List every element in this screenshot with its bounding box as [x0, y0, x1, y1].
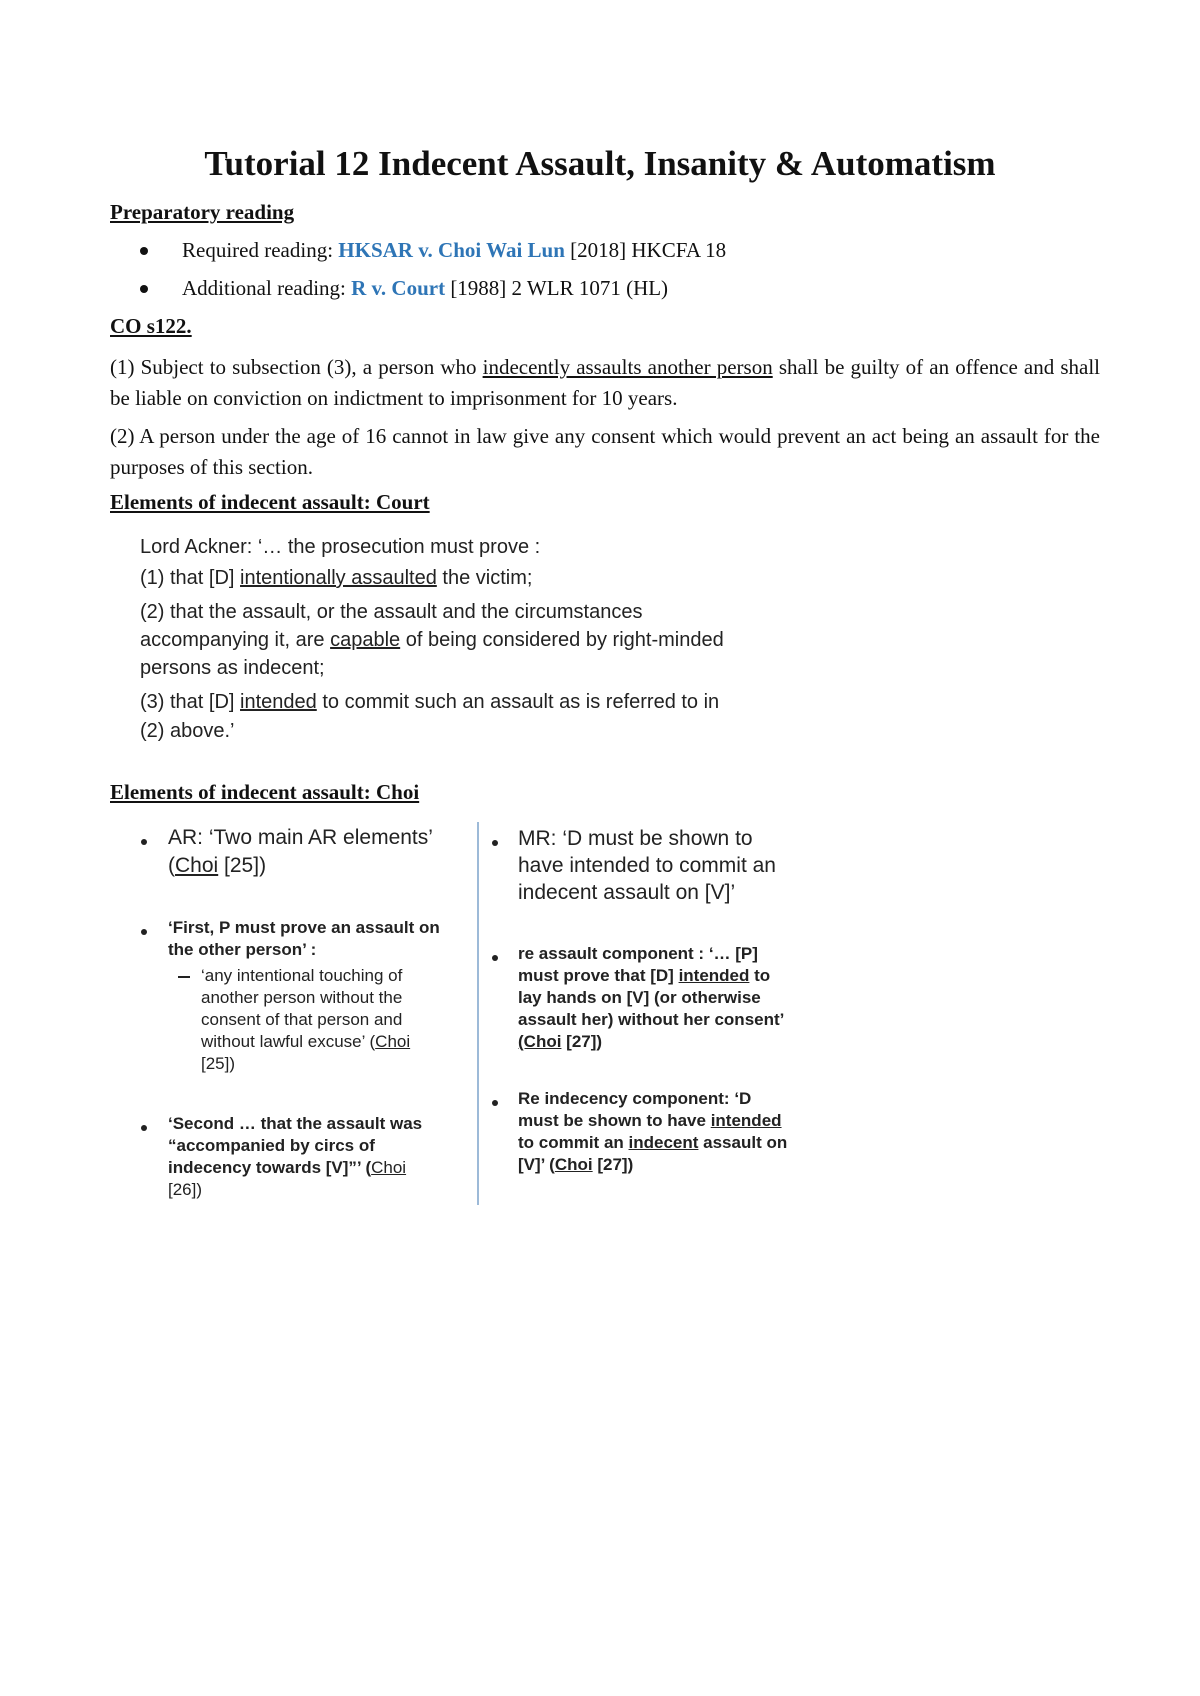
second-line: ‘Second … that the assault was [168, 1114, 423, 1133]
text-run: without lawful excuse’ ( [201, 1032, 376, 1051]
text-run: [V]’ ( [518, 1155, 555, 1174]
choi-heading: Elements of indecent assault: Choi [110, 780, 420, 804]
text-run: (3) that [D] [140, 691, 241, 713]
underlined-phrase: intentionally assaulted [240, 567, 437, 589]
text-run: [27]) [561, 1032, 603, 1051]
bullet-icon [140, 285, 148, 293]
bullet-icon [141, 839, 147, 845]
underlined-phrase: Choi [371, 1158, 407, 1177]
assault-line: lay hands on [V] (or otherwise [518, 988, 761, 1007]
assault-line [518, 1032, 602, 1052]
second-line: “accompanied by circs of [168, 1136, 375, 1155]
text-run: ( [168, 854, 175, 877]
text-run: of being considered by right-minded [400, 629, 724, 651]
co-paragraph-2: (2) A person under the age of 16 cannot in law give any consent which would prevent an act being an assault for the purposes of this section. [110, 424, 1100, 479]
first-line: ‘First, P must prove an assault on [168, 918, 440, 937]
text-run: [27]) [592, 1155, 634, 1174]
underlined-phrase: (Choi [518, 1032, 562, 1051]
bullet-icon [141, 929, 147, 935]
mr-line: have intended to commit an [518, 854, 776, 877]
sub-line: another person without the [201, 988, 403, 1007]
citation: [1988] 2 WLR 1071 (HL) [445, 276, 669, 300]
mr-line: indecent assault on [V]’ [518, 881, 736, 904]
underlined-phrase: indecent [628, 1133, 699, 1152]
bullet-icon [140, 247, 148, 255]
court-quote-line: persons as indecent; [140, 657, 325, 679]
text-run: must be shown to have [518, 1111, 711, 1130]
text-run: accompanying it, are [140, 629, 331, 651]
first-line: the other person’ : [168, 940, 317, 959]
sub-line [201, 1032, 410, 1052]
reading-label: Additional reading: [182, 276, 352, 300]
bullet-icon [492, 1100, 498, 1106]
bullet-icon [141, 1125, 147, 1131]
indecency-line: Re indecency component: ‘D [518, 1089, 752, 1108]
text-run: the victim; [436, 567, 533, 589]
court-quote-line: (2) that the assault, or the assault and the circumstances [140, 601, 643, 623]
underlined-phrase: Choi [175, 854, 219, 877]
assault-line: assault her) without her consent’ [518, 1010, 785, 1029]
court-quote-line [140, 629, 724, 652]
underlined-phrase: intended [678, 966, 750, 985]
sub-line: ‘any intentional touching of [201, 966, 403, 985]
bullet-icon [492, 955, 498, 961]
column-divider [477, 822, 479, 1205]
citation: [2018] HKCFA 18 [564, 238, 727, 262]
underlined-phrase: Choi [554, 1155, 593, 1174]
text-run: assault on [698, 1133, 788, 1152]
text-run: (1) that [D] [140, 567, 241, 589]
underlined-phrase: intended [240, 691, 317, 713]
court-quote-line [140, 691, 719, 714]
bullet-icon [492, 840, 498, 846]
text-run: indecency towards [V]”’ ( [168, 1158, 372, 1177]
second-line [168, 1158, 406, 1178]
court-quote-line: Lord Ackner: ‘… the prosecution must prove : [140, 536, 541, 558]
court-heading: Elements of indecent assault: Court [110, 490, 430, 514]
ar-line [168, 854, 266, 878]
text-run: (1) Subject to subsection (3), a person who [110, 355, 483, 379]
underlined-phrase: capable [330, 629, 401, 651]
text-run: shall be guilty of an offence and shall be liable on conviction on indictment to imprisonment for 10 years. [110, 355, 1100, 410]
indecency-line [518, 1155, 633, 1175]
court-quote-line [140, 567, 532, 590]
mr-line: MR: ‘D must be shown to [518, 827, 753, 850]
case-link[interactable]: HKSAR v. Choi Wai Lun [338, 238, 565, 262]
text-run: to commit an [518, 1133, 629, 1152]
second-line: [26]) [168, 1180, 203, 1199]
assault-line: re assault component : ‘… [P] [518, 944, 758, 963]
text-run: [25]) [218, 854, 267, 877]
dash-icon [178, 976, 190, 978]
co-heading: CO s122. [110, 314, 192, 338]
sub-line: consent of that person and [201, 1010, 403, 1029]
co-paragraph-1 [110, 352, 1100, 414]
indecency-line [518, 1133, 787, 1153]
ar-line: AR: ‘Two main AR elements’ [168, 826, 433, 849]
text-run: to commit such an assault as is referred to in [316, 691, 720, 713]
reading-text [182, 276, 668, 301]
assault-line [518, 966, 770, 986]
case-link[interactable]: R v. Court [351, 276, 446, 300]
indecency-line [518, 1111, 782, 1131]
text-run: must prove that [D] [518, 966, 679, 985]
page-title: Tutorial 12 Indecent Assault, Insanity & Automatism [204, 144, 996, 183]
text-run: to [749, 966, 771, 985]
underlined-phrase: indecently assaults another person [482, 355, 773, 379]
underlined-phrase: intended [710, 1111, 782, 1130]
preparatory-heading: Preparatory reading [110, 200, 295, 224]
reading-label: Required reading: [182, 238, 339, 262]
reading-text [182, 238, 726, 263]
court-quote-line: (2) above.’ [140, 720, 235, 742]
underlined-phrase: Choi [375, 1032, 411, 1051]
sub-line: [25]) [201, 1054, 236, 1073]
